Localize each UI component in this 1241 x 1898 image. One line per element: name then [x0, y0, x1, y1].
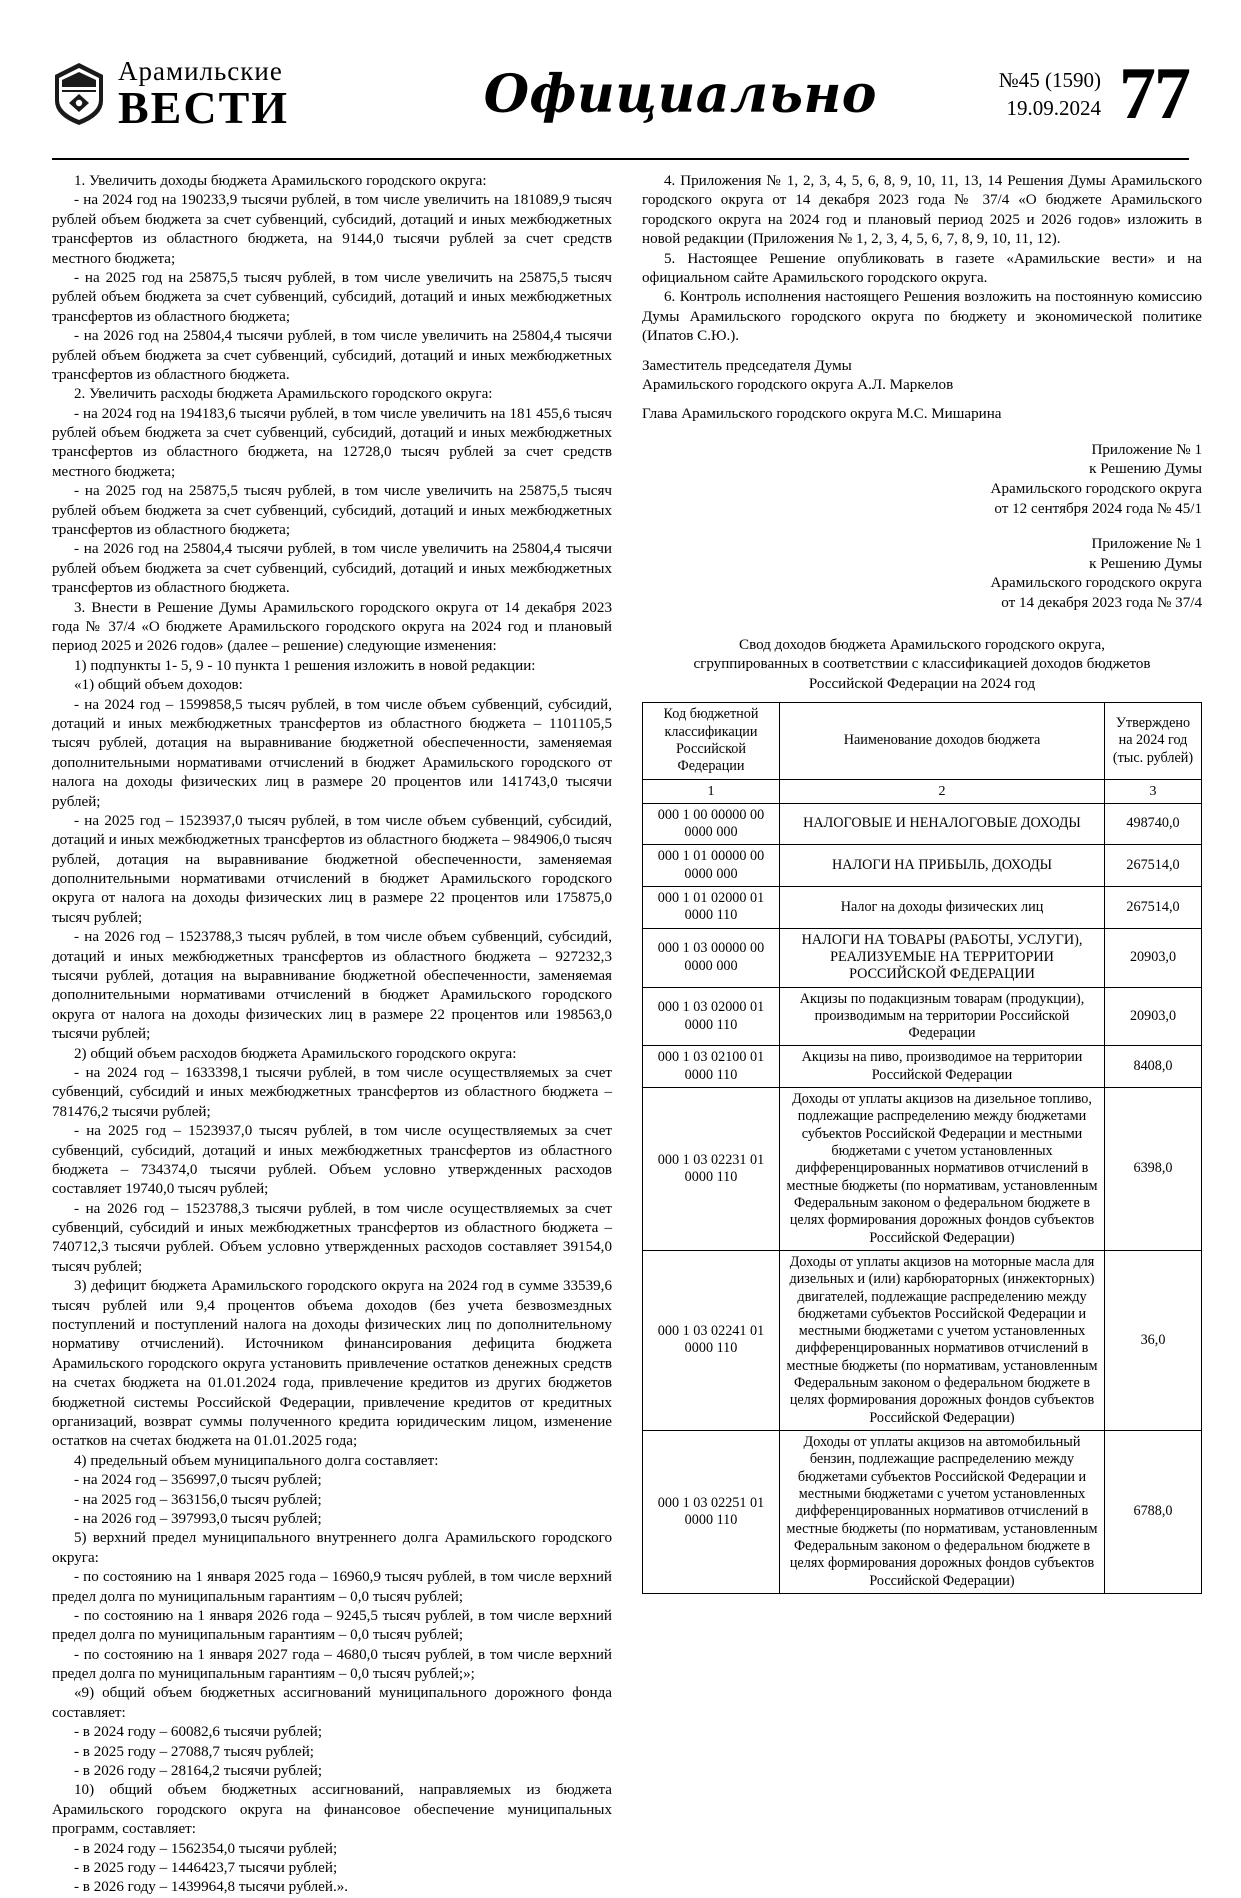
paragraph: 5) верхний предел муниципального внутреннего долга Арамильского городского округа:: [52, 1530, 612, 1566]
column-number: 3: [1105, 779, 1202, 803]
paragraph: 5. Настоящее Решение опубликовать в газете «Арамильские вести» и на официальном сайте Арамильского городского округа.: [642, 250, 1202, 286]
cell-name: Доходы от уплаты акцизов на моторные масла для дизельных и (или) карбюраторных (инжекторных) двигателей, подлежащие распределению между бюджетами субъектов Российской Федерации и местными бюджетами с учетом установленных дифференцированных нормативов отчислений в местные бюджеты (по нормативам, установленным Федеральным законом о федеральном бюджете в целях формирования дорожных фондов субъектов Российской Федерации): [780, 1250, 1105, 1430]
table-caption-line: Свод доходов бюджета Арамильского городского округа,: [739, 636, 1105, 653]
header-divider: [52, 158, 1189, 160]
paper-name-line2: ВЕСТИ: [118, 81, 290, 133]
table-caption-line: Российской Федерации на 2024 год: [808, 675, 1036, 692]
masthead: [52, 40, 1189, 148]
table-row: [643, 1046, 1202, 1088]
paragraph: 2. Увеличить расходы бюджета Арамильского городского округа:: [74, 386, 493, 403]
table-header-row: [643, 703, 1202, 779]
appendix-2-line: Приложение № 1: [1091, 536, 1202, 553]
cell-value: 20903,0: [1105, 987, 1202, 1046]
paragraph: - на 2025 год на 25875,5 тысяч рублей, в том числе увеличить на 25875,5 тысяч рублей объем бюджета за счет субвенций, субсидий, дотаций и иных межбюджетных трансфертов из областного бюджета;: [52, 483, 612, 539]
appendix-1-line: Арамильского городского округа: [990, 480, 1202, 497]
paragraph: - в 2025 году – 27088,7 тысяч рублей;: [74, 1743, 314, 1760]
appendix-2-line: от 14 декабря 2023 года № 37/4: [1001, 594, 1202, 611]
paragraph: - на 2024 год на 194183,6 тысячи рублей, в том числе увеличить на 181 455,6 тысяч рублей объем бюджета за счет субвенций, субсидий, дотаций и иных межбюджетных трансфертов из областного бюджета, на 12728,0 тысяч рублей за счет средств местного бюджета;: [52, 405, 612, 480]
paper-logo: [52, 55, 342, 133]
paragraph: 3. Внести в Решение Думы Арамильского городского округа от 14 декабря 2023 года № 37/4 «О бюджете Арамильского городского округа на 2024 год и плановый период 2025 и 2026 годов» (далее – решение) следующие изменения:: [52, 599, 612, 655]
cell-value: 267514,0: [1105, 845, 1202, 887]
cell-name: НАЛОГОВЫЕ И НЕНАЛОГОВЫЕ ДОХОДЫ: [780, 803, 1105, 845]
paragraph: - по состоянию на 1 января 2027 года – 4680,0 тысяч рублей, в том числе верхний предел долга по муниципальным гарантиям – 0,0 тысяч рублей;»;: [52, 1646, 612, 1683]
paragraph: 6. Контроль исполнения настоящего Решения возложить на постоянную комиссию Думы Арамильского городского округа по бюджету и экономической политике (Ипатов С.Ю.).: [642, 289, 1202, 345]
cell-name: Доходы от уплаты акцизов на автомобильный бензин, подлежащие распределению между бюджетами субъектов Российской Федерации и местными бюджетами с учетом установленных дифференцированных нормативов отчислений в местные бюджеты (по нормативам, установленным Федеральным законом о федеральном бюджете в целях формирования дорожных фондов субъектов Российской Федерации): [780, 1431, 1105, 1594]
left-column: [52, 172, 612, 1898]
paragraph: «9) общий объем бюджетных ассигнований муниципального дорожного фонда составляет:: [52, 1685, 612, 1721]
cell-value: 6788,0: [1105, 1431, 1202, 1594]
section-title: Официально: [483, 63, 877, 125]
table-row: [643, 987, 1202, 1046]
table-caption-line: сгруппированных в соответствии с классификацией доходов бюджетов: [693, 656, 1151, 673]
cell-name: Акцизы по подакцизным товарам (продукции), производимым на территории Российской Федерации: [780, 987, 1105, 1046]
paragraph: - в 2025 году – 1446423,7 тысячи рублей;: [74, 1859, 338, 1876]
paragraph: - на 2026 год – 397993,0 тысяч рублей;: [74, 1510, 322, 1527]
paragraph: - на 2024 год – 356997,0 тысяч рублей;: [74, 1472, 322, 1489]
signature-deputy-chair-line2: Арамильского городского округа А.Л. Маркелов: [642, 376, 954, 393]
appendix-1-line: к Решению Думы: [1089, 461, 1202, 478]
cell-code: 000 1 00 00000 00 0000 000: [643, 803, 780, 845]
appendix-1-line: Приложение № 1: [1091, 441, 1202, 458]
cell-value: 267514,0: [1105, 886, 1202, 928]
paragraph: «1) общий объем доходов:: [74, 677, 243, 694]
cell-code: 000 1 03 02000 01 0000 110: [643, 987, 780, 1046]
header-value: Утверждено на 2024 год (тыс. рублей): [1105, 703, 1202, 779]
paragraph: 10) общий объем бюджетных ассигнований, направляемых из бюджета Арамильского городского округа на финансовое обеспечение муниципальных программ, составляет:: [52, 1782, 612, 1838]
right-column: [642, 172, 1202, 1898]
header-name: Наименование доходов бюджета: [780, 703, 1105, 779]
cell-name: НАЛОГИ НА ПРИБЫЛЬ, ДОХОДЫ: [780, 845, 1105, 887]
paragraph: - на 2024 год – 1633398,1 тысячи рублей, в том числе осуществляемых за счет субвенций, субсидий и иных межбюджетных трансфертов из областного бюджета – 781476,2 тысячи рублей;: [52, 1064, 612, 1120]
paragraph: - в 2026 году – 1439964,8 тысячи рублей.».: [74, 1879, 349, 1896]
cell-value: 36,0: [1105, 1250, 1202, 1430]
signature-head: Глава Арамильского городского округа М.С. Мишарина: [642, 406, 1002, 423]
cell-code: 000 1 01 00000 00 0000 000: [643, 845, 780, 887]
column-number: 1: [643, 779, 780, 803]
table-row: [643, 1431, 1202, 1594]
appendix-2-line: Арамильского городского округа: [990, 575, 1202, 592]
paragraph: - на 2025 год на 25875,5 тысяч рублей, в том числе увеличить на 25875,5 тысяч рублей объем бюджета за счет субвенций, субсидий, дотаций и иных межбюджетных трансфертов из областного бюджета;: [52, 269, 612, 325]
table-row: [643, 803, 1202, 845]
paragraph: 3) дефицит бюджета Арамильского городского округа на 2024 год в сумме 33539,6 тысяч рублей или 9,4 процентов объема доходов (без учета безвозмездных поступлений и поступлений налога на доходы физических лиц по дополнительному нормативу отчислений). Источником финансирования дефицита бюджета Арамильского городского округа установить привлечение остатков денежных средств на счетах бюджета на 01.01.2024 года, привлечение кредитов из других бюджетов бюджетной системы Российской Федерации, привлечение кредитов от кредитных организаций, возврат суммы полученного кредита юридическим лицом, изменение остатков на счетах бюджета на 01.01.2025 года;: [52, 1278, 612, 1450]
paragraph: 1. Увеличить доходы бюджета Арамильского городского округа:: [74, 173, 487, 189]
paragraph: - на 2026 год – 1523788,3 тысячи рублей, в том числе осуществляемых за счет субвенций, субсидий и иных межбюджетных трансфертов из областного бюджета – 740712,3 тысячи рублей. Объем условно утвержденных расходов составляет 39154,0 тысяч рублей;: [52, 1200, 612, 1275]
cell-code: 000 1 03 02251 01 0000 110: [643, 1431, 780, 1594]
appendix-2-line: к Решению Думы: [1089, 555, 1202, 572]
header-code: Код бюджетной классификации Российской Федерации: [643, 703, 780, 779]
paragraph: 4) предельный объем муниципального долга составляет:: [74, 1452, 439, 1469]
table-row: [643, 886, 1202, 928]
table-row: [643, 928, 1202, 987]
cell-name: Налог на доходы физических лиц: [780, 886, 1105, 928]
paragraph: 2) общий объем расходов бюджета Арамильского городского округа:: [74, 1045, 517, 1062]
cell-code: 000 1 03 02231 01 0000 110: [643, 1088, 780, 1251]
issue-number: №45 (1590): [998, 67, 1101, 92]
paragraph: - в 2026 году – 28164,2 тысячи рублей;: [74, 1763, 323, 1780]
paragraph: - в 2024 году – 60082,6 тысячи рублей;: [74, 1724, 323, 1741]
column-number: 2: [780, 779, 1105, 803]
issue-date: 19.09.2024: [1006, 96, 1101, 120]
table-caption: [642, 636, 1202, 695]
paragraph: - на 2026 год на 25804,4 тысячи рублей, в том числе увеличить на 25804,4 тысячи рублей объем бюджета за счет субвенций, субсидий, дотаций и иных межбюджетных трансфертов из областного бюджета.: [52, 328, 612, 383]
table-row: [643, 1088, 1202, 1251]
cell-code: 000 1 03 00000 00 0000 000: [643, 928, 780, 987]
appendix-1-block: [642, 441, 1202, 519]
signature-deputy-chair-line1: Заместитель председателя Думы: [642, 357, 852, 374]
cell-code: 000 1 01 02000 01 0000 110: [643, 886, 780, 928]
cell-code: 000 1 03 02241 01 0000 110: [643, 1250, 780, 1430]
issue-info: [999, 66, 1119, 123]
appendix-1-line: от 12 сентября 2024 года № 45/1: [994, 500, 1202, 517]
paragraph: 1) подпункты 1- 5, 9 - 10 пункта 1 решения изложить в новой редакции:: [74, 657, 536, 674]
paragraph: - на 2025 год – 1523937,0 тысяч рублей, в том числе объем субвенций, субсидий, дотаций и иных межбюджетных трансфертов из областного бюджета – 984906,0 тысяч рублей, дотация на выравнивание бюджетной обеспеченности, заменяемая дополнительными нормативами отчислений в бюджет Арамильского городского округа от налога на доходы физических лиц в размере 22 процентов или 175875,0 тысяч рублей;: [52, 812, 612, 926]
paragraph: - на 2026 год на 25804,4 тысячи рублей, в том числе увеличить на 25804,4 тысячи рублей объем бюджета за счет субвенций, субсидий, дотаций и иных межбюджетных трансфертов из областного бюджета.: [52, 541, 612, 597]
paragraph: - на 2024 год на 190233,9 тысячи рублей, в том числе увеличить на 181089,9 тысяч рублей объем бюджета за счет субвенций, субсидий, дотаций и иных межбюджетных трансфертов из областного бюджета, на 9144,0 тысячи рублей за счет средств местного бюджета;: [52, 192, 612, 267]
paragraph: - на 2026 год – 1523788,3 тысяч рублей, в том числе объем субвенций, субсидий, дотаций и иных межбюджетных трансфертов из областного бюджета – 927232,3 тысячи рублей, дотация на выравнивание бюджетной обеспеченности, заменяемая дополнительными нормативами отчислений в бюджет Арамильского городского округа от налога на доходы физических лиц в размере 22 процентов или 198563,0 тысячи рублей;: [52, 929, 612, 1043]
paragraph: - в 2024 году – 1562354,0 тысячи рублей;: [74, 1840, 338, 1857]
newspaper-page: [0, 40, 1241, 1896]
coat-of-arms-icon: [52, 61, 106, 127]
paragraph: - на 2024 год – 1599858,5 тысяч рублей, в том числе объем субвенций, субсидий, дотаций и иных межбюджетных трансфертов из областного бюджета – 1101105,5 тысяч рублей, дотация на выравнивание бюджетной обеспеченности, заменяемая дополнительными нормативами отчислений в бюджет Арамильского городского от налога на доходы физических лиц в размере 20 процентов или 141743,0 тысячи рублей;: [52, 696, 612, 810]
cell-value: 20903,0: [1105, 928, 1202, 987]
paragraph: - по состоянию на 1 января 2026 года – 9245,5 тысяч рублей, в том числе верхний предел долга по муниципальным гарантиям – 0,0 тысяч рублей;: [52, 1607, 612, 1644]
appendix-2-block: [642, 535, 1202, 613]
paragraph: 4. Приложения № 1, 2, 3, 4, 5, 6, 8, 9, 10, 11, 13, 14 Решения Думы Арамильского городского округа от 14 декабря 2023 года № 37/4 «О бюджете Арамильского городского округа на 2024 год и плановый период 2025 и 2026 годов» изложить в новой редакции (Приложения № 1, 2, 3, 4, 5, 6, 7, 8, 9, 10, 11, 12).: [642, 173, 1202, 248]
paragraph: - на 2025 год – 1523937,0 тысяч рублей, в том числе осуществляемых за счет субвенций, субсидий, дотаций и иных межбюджетных трансфертов из областного бюджета – 734374,0 тысячи рублей. Объем условно утвержденных расходов составляет 19740,0 тысяч рублей;: [52, 1123, 612, 1198]
cell-value: 8408,0: [1105, 1046, 1202, 1088]
page-number: 77: [1119, 53, 1189, 135]
revenue-table: [642, 702, 1202, 1593]
paper-name-line1: Арамильские: [118, 55, 283, 86]
table-row: [643, 845, 1202, 887]
cell-code: 000 1 03 02100 01 0000 110: [643, 1046, 780, 1088]
cell-name: Доходы от уплаты акцизов на дизельное топливо, подлежащие распределению между бюджетами субъектов Российской Федерации и местными бюджетами с учетом установленных дифференцированных нормативов отчислений в местные бюджеты (по нормативам, установленным Федеральным законом о федеральном бюджете в целях формирования дорожных фондов субъектов Российской Федерации): [780, 1088, 1105, 1251]
body-columns: [52, 172, 1202, 1898]
cell-name: НАЛОГИ НА ТОВАРЫ (РАБОТЫ, УСЛУГИ), РЕАЛИЗУЕМЫЕ НА ТЕРРИТОРИИ РОССИЙСКОЙ ФЕДЕРАЦИИ: [780, 928, 1105, 987]
cell-value: 6398,0: [1105, 1088, 1202, 1251]
table-column-number-row: [643, 779, 1202, 803]
paragraph: - на 2025 год – 363156,0 тысяч рублей;: [74, 1491, 322, 1508]
cell-value: 498740,0: [1105, 803, 1202, 845]
paragraph: - по состоянию на 1 января 2025 года – 16960,9 тысяч рублей, в том числе верхний предел долга по муниципальным гарантиям – 0,0 тысяч рублей;: [52, 1569, 612, 1605]
table-row: [643, 1250, 1202, 1430]
paper-name: [118, 55, 290, 133]
cell-name: Акцизы на пиво, производимое на территории Российской Федерации: [780, 1046, 1105, 1088]
